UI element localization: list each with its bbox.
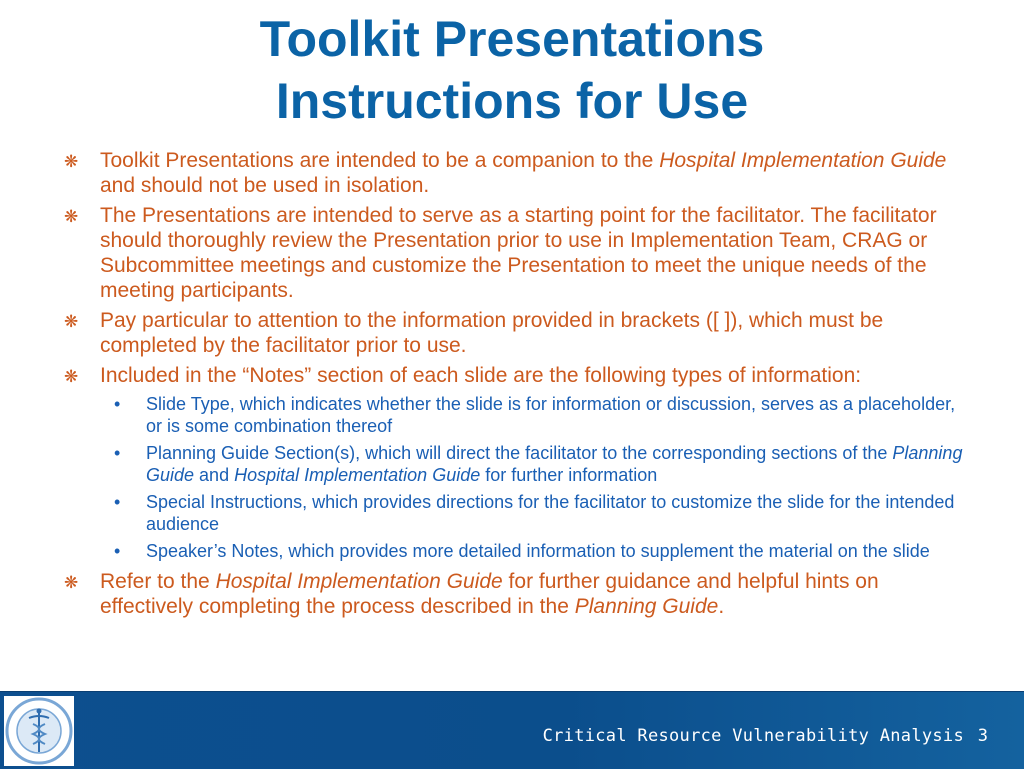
- title-line-2: Instructions for Use: [275, 73, 749, 129]
- sub-list-item: • Special Instructions, which provides directions for the facilitator to customize the slide for the intended audience: [114, 492, 955, 534]
- emphasis-text: Hospital Implementation Guide: [234, 464, 481, 485]
- footer-bar: [0, 691, 1024, 769]
- slide-content: [62, 148, 967, 624]
- emphasis-text: Hospital Implementation Guide: [659, 149, 947, 172]
- dot-bullet-icon: •: [114, 394, 121, 414]
- sub-list-item: • Slide Type, which indicates whether the slide is for information or discussion, serves as a placeholder, or is some combination thereof: [114, 394, 956, 436]
- snowflake-bullet-icon: ❋: [64, 367, 79, 386]
- bullet-item: ❋ Refer to the Hospital Implementation Guide for further guidance and helpful hints on effectively completing the process described in the Planning Guide.: [64, 569, 879, 618]
- dot-bullet-icon: •: [114, 443, 121, 463]
- dot-bullet-icon: •: [114, 492, 121, 512]
- sub-list: [100, 394, 967, 563]
- caduceus-seal-logo: [4, 696, 74, 766]
- dot-bullet-icon: •: [114, 541, 121, 561]
- bullet-item: ❋ Toolkit Presentations are intended to be a companion to the Hospital Implementation Guide and should not be used in isolation.: [64, 149, 947, 197]
- snowflake-bullet-icon: ❋: [64, 152, 79, 171]
- title-line-1: Toolkit Presentations: [259, 11, 765, 67]
- emphasis-text: Planning Guide: [574, 594, 719, 618]
- emphasis-text: Hospital Implementation Guide: [215, 569, 503, 593]
- snowflake-bullet-icon: ❋: [64, 207, 79, 226]
- bullet-item: ❋ Pay particular to attention to the information provided in brackets ([ ]), which must be completed by the facilitator prior to use.: [64, 309, 884, 357]
- sub-list-item: • Planning Guide Section(s), which will direct the facilitator to the corresponding sections of the Planning Guide and Hospital Implementation Guide for further information: [114, 443, 963, 485]
- slide-title: [0, 8, 1024, 132]
- snowflake-bullet-icon: ❋: [64, 572, 79, 592]
- emphasis-text: Planning Guide: [146, 443, 963, 485]
- bullet-item: ❋ The Presentations are intended to serve as a starting point for the facilitator. The facilitator should thoroughly review the Presentation prior to use in Implementation Team, CRAG or Subcommittee meetings and customize the Presentation to meet the unique needs of the meeting participants.: [64, 204, 937, 302]
- page-number: 3: [977, 726, 988, 746]
- sub-list-item: • Speaker’s Notes, which provides more detailed information to supplement the material on the slide: [114, 541, 930, 561]
- footer-title: Critical Resource Vulnerability Analysis: [542, 726, 964, 746]
- bullet-item: ❋ Included in the “Notes” section of each slide are the following types of information: • Slide Type, which indicates whether the slide is for information or discussion, serves as a placeholder, or is some combination thereof • Planning Guide Section(s), which will direct the facilitator to the corresponding sections of the Planning Guide and Hospital Implementation Guide for further information • Special Instructions, which provides directions for the facilitator to customize the slide for the intended audience • Speaker’s Notes, which provides more detailed information to supplement the material on the slide: [62, 363, 967, 563]
- caduceus-seal-icon: [4, 696, 74, 766]
- snowflake-bullet-icon: ❋: [64, 312, 79, 331]
